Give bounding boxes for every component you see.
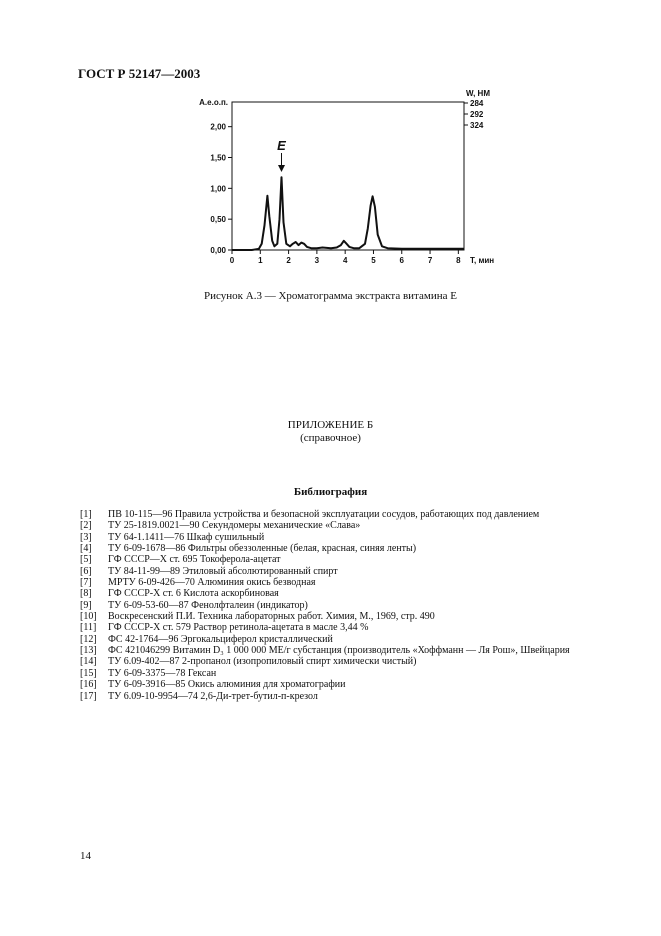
bibliography-item-text: ТУ 6-09-53-60—87 Фенолфталеин (индикатор): [108, 599, 308, 611]
bibliography-item: [80, 577, 570, 588]
bibliography-item-text: ТУ 6.09-402—87 2-пропанол (изопропиловый спирт химически чистый): [108, 656, 417, 668]
bibliography-item-number: [8]: [80, 588, 92, 600]
bibliography-item: [80, 668, 570, 679]
bibliography-item-text: ТУ 84-11-99—89 Этиловый абсолютированный спирт: [108, 565, 338, 577]
x-tick-label: 4: [342, 256, 348, 265]
appendix-heading: [0, 419, 661, 445]
bibliography-item: [80, 600, 570, 611]
bibliography-item-number: [14]: [80, 656, 97, 668]
bibliography-item: [80, 611, 570, 622]
bibliography-item: [80, 566, 570, 577]
wavelength-value: 292: [470, 110, 484, 119]
x-tick-label: 5: [371, 256, 376, 265]
bibliography-item-number: [13]: [80, 645, 97, 657]
bibliography-item: [80, 656, 570, 667]
bibliography-item-number: [9]: [80, 599, 92, 611]
x-axis-ticks: [230, 250, 461, 265]
y-tick-label: 0,50: [210, 215, 226, 225]
chart-labels: [199, 89, 494, 265]
bibliography-item: [80, 554, 570, 565]
bibliography-list: [80, 509, 570, 702]
bibliography-item-number: [6]: [80, 565, 92, 577]
chart-frame: [232, 102, 464, 250]
plot-area-border: [232, 102, 464, 250]
appendix-subtitle: (справочное): [300, 432, 361, 444]
bibliography-item-number: [1]: [80, 509, 92, 520]
bibliography-item: [80, 622, 570, 633]
x-tick-label: 1: [258, 256, 263, 265]
bibliography-item-text: ТУ 6.09-10-9954—74 2,6-Ди-трет-бутил-п-крезол: [108, 690, 318, 702]
x-tick-label: 2: [286, 256, 291, 265]
bibliography-item-number: [4]: [80, 543, 92, 555]
bibliography-item-text: ТУ 64-1.1411—76 Шкаф сушильный: [108, 531, 265, 543]
bibliography-item-number: [17]: [80, 690, 97, 702]
document-header: ГОСТ Р 52147—2003: [78, 66, 201, 81]
bibliography-item: [80, 645, 570, 656]
appendix-title: ПРИЛОЖЕНИЕ Б: [287, 419, 374, 431]
bibliography-item: [80, 520, 570, 531]
peak-label: E: [277, 138, 286, 153]
bibliography-item-number: [12]: [80, 633, 97, 645]
bibliography-item: [80, 679, 570, 690]
bibliography-item-number: [5]: [80, 554, 92, 566]
wavelength-label: W, НМ: [466, 89, 490, 98]
bibliography-item-text: ГФ СССР-Х ст. 6 Кислота аскорбиновая: [108, 588, 279, 600]
bibliography-item: [80, 543, 570, 554]
chromatogram-chart: [190, 86, 495, 276]
x-tick-label: 7: [427, 256, 433, 265]
bibliography-item-number: [2]: [80, 520, 92, 532]
bibliography-item: [80, 532, 570, 543]
bibliography-item-text: ТУ 6-09-3916—85 Окись алюминия для хроматографии: [108, 679, 346, 691]
y-tick-label: 0,00: [210, 246, 226, 255]
bibliography-item-text: ТУ 6-09-3375—78 Гексан: [108, 667, 217, 679]
y-axis-label: A.e.o.п.: [199, 98, 228, 107]
bibliography-item-text: ПВ 10-115—96 Правила устройства и безопасной эксплуатации сосудов, работающих под давлением: [108, 509, 540, 520]
figure-caption: Рисунок А.3 — Хроматограмма экстракта витамина Е: [204, 290, 457, 302]
page-number: 14: [80, 850, 91, 862]
x-tick-label: 8: [456, 256, 461, 265]
bibliography-item-text: ГФ СССР-Х ст. 579 Раствор ретинола-ацетата в масле 3,44 %: [108, 622, 369, 634]
bibliography-item-number: [10]: [80, 611, 97, 623]
x-tick-label: 3: [314, 256, 320, 265]
bibliography-item-number: [3]: [80, 531, 92, 543]
bibliography-item: [80, 634, 570, 645]
bibliography-item-number: [15]: [80, 667, 97, 679]
bibliography-item: [80, 588, 570, 599]
x-axis-label: T, мин: [470, 256, 495, 265]
bibliography-title: Библиография: [293, 486, 368, 498]
y-tick-label: 1,50: [210, 153, 226, 163]
x-tick-label: 0: [229, 256, 235, 265]
bibliography-item-text: ФС 421046299 Витамин D₃ 1 000 000 МЕ/г субстанция (производитель «Хоффманн — Ля Рош», Швейцария: [108, 645, 570, 657]
x-tick-label: 6: [399, 256, 404, 265]
y-tick-label: 2,00: [210, 122, 226, 132]
bibliography-item-number: [11]: [80, 622, 97, 634]
bibliography-item-text: ГФ СССР—X ст. 695 Токоферола-ацетат: [108, 554, 281, 566]
chart-series: [232, 177, 464, 250]
wavelength-value: 324: [470, 121, 484, 130]
y-tick-label: 1,00: [210, 184, 226, 194]
y-axis-ticks: [210, 123, 232, 255]
bibliography-item-text: ФС 42-1764—96 Эргокальциферол кристаллический: [108, 633, 333, 645]
bibliography-item-text: ТУ 6-09-1678—86 Фильтры обеззоленные (белая, красная, синяя ленты): [108, 543, 417, 555]
bibliography-item-number: [7]: [80, 577, 92, 589]
bibliography-item: [80, 691, 570, 702]
peak-arrow-head: [278, 165, 285, 172]
bibliography-item-text: ТУ 25-1819.0021—90 Секундомеры механические «Слава»: [108, 520, 361, 532]
bibliography-item-text: МРТУ 6-09-426—70 Алюминия окись безводная: [108, 577, 316, 589]
wavelength-value: 284: [470, 99, 484, 108]
chromatogram-trace: [232, 177, 464, 250]
bibliography-item: [80, 509, 570, 520]
bibliography-item-number: [16]: [80, 679, 97, 691]
bibliography-item-text: Воскресенский П.И. Техника лабораторных работ. Химия, М., 1969, стр. 490: [108, 611, 435, 623]
